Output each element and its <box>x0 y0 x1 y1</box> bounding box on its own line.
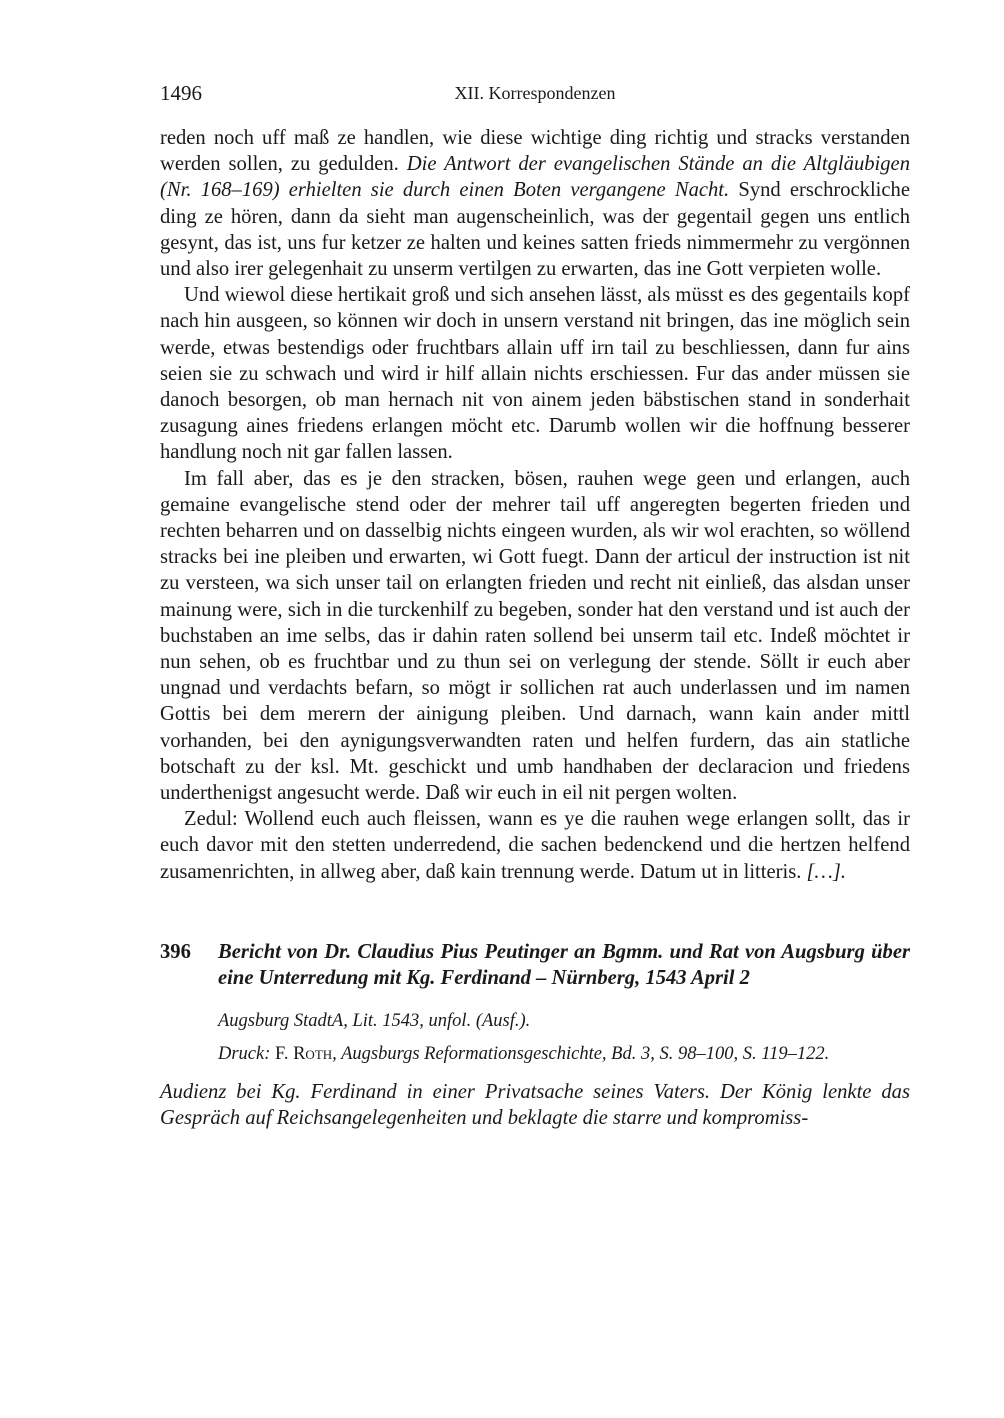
document-title: Bericht von Dr. Claudius Pius Peutinger an Bgmm. und Rat von Augsburg über eine Unterredung mit Kg. Ferdinand – Nürnberg, 1543 April 2 <box>218 940 910 989</box>
archive-source: Augsburg StadtA, Lit. 1543, unfol. (Ausf.). <box>218 1010 531 1031</box>
paragraph-4-lead: Zedul: Wollend euch auch fleissen, wann es ye die rauhen wege erlangen sollt, das ir euch davor mit den stetten underredend, die sachen bedenckend und die hertzen helfend zusamenrichten, in allweg aber, daß kain trennung werde. Datum ut in litteris. <box>160 808 910 883</box>
print-author: Roth <box>293 1043 333 1064</box>
print-label: Druck: <box>218 1043 271 1064</box>
paragraph-3: Im fall aber, das es je den stracken, bösen, rauhen wege geen und erlangen, auch gemaine evangelische stend oder der mehrer tail uff angeregten begerten frieden und rechten beharren und on dasselbig nichts eingeen wurden, als wir wol erachten, so wöllend stracks bei ine pleiben und erwarten, wi Gott fuegt. Dann der articul der instruction ist nit zu versteen, wa sich unser tail on erlangten frieden und recht nit einließ, das alsdan unser mainung were, sich in die turckenhilf zu begeben, sonder hat den verstand und ist auch der buchstaben an ime selbs, das ir dahin raten sollend bei unserm tail etc. Indeß möchtet ir nun sehen, ob es fruchtbar und zu thun sei on verlegung der stende. Söllt ir euch aber ungnad und verdachts befarn, so mögt ir sollichen rat auch underlassen und im namen Gottis bei dem merern der ainigung pleiben. Und darnach, wann kain ander mittl vorhanden, bei den aynigungsverwandten raten und helfen furdern, das ain statliche botschaft zu der ksl. Mt. geschickt und umb handhaben der declaracion und friedens underthenigst angesucht werde. Daß wir euch in eil nit pergen wolten. <box>160 467 910 805</box>
paragraph-1 <box>160 125 910 282</box>
running-head <box>160 78 910 108</box>
source-references <box>218 1005 910 1071</box>
paragraph-1-lead: reden noch uff maß ze handlen, wie diese wichtige ding richtig und stracks verstanden werden sollen, zu gedulden. <box>160 127 910 176</box>
document-entry <box>160 939 910 1131</box>
print-author-initial: F. <box>270 1043 294 1064</box>
section-title: XII. Korrespondenzen <box>454 83 616 103</box>
document-summary: Audienz bei Kg. Ferdinand in einer Privatsache seines Vaters. Der König lenkte das Gespräch auf Reichsangelegenheiten und beklagte die starre und kompromiss- <box>160 1080 910 1129</box>
editorial-note: Die Antwort der evangelischen Stände an die Altgläubigen (Nr. 168–169) erhielten sie durch einen Boten vergangene Nacht. <box>160 153 910 202</box>
main-text <box>160 125 910 885</box>
paragraph-2: Und wiewol diese hertikait groß und sich ansehen lässt, als müsst es des gegentails kopf nach hin ausgeen, so können wir doch in unsern verstand nit bringen, das ine möglich sein werde, etwas bestendigs oder fruchtbars allain uff irn tail zu beschliessen, dann fur ains seien sie zu schwach und wird ir hilf allain nichts erschiessen. Fur das ander müssen sie danoch besorgen, ob man hernach nit von ainem jeden bäbstischen stand in sonderhait zusagung aines friedens erlangen möcht etc. Darumb wollen wir die hoffnung besserer handlung noch nit gar fallen lassen. <box>160 284 910 464</box>
page-number: 1496 <box>160 81 202 105</box>
paragraph-4 <box>160 806 910 885</box>
document-number: 396 <box>160 940 191 963</box>
print-source <box>218 1038 910 1071</box>
print-details: , Augsburgs Reformationsgeschichte, Bd. 3, S. 98–100, S. 119–122. <box>332 1043 830 1064</box>
paragraph-1-tail: Synd erschrockliche ding ze hören, dann da sieht man augenscheinlich, was der gegentail gegen uns entlich gesynt, das ist, uns fur ketzer ze halten und keines satten frieds nimmermehr zu vergönnen und also irer gelegenhait zu unserm vertilgen zu erwarten, das ine Gott verpieten wolle. <box>160 179 910 281</box>
page <box>160 78 910 1131</box>
omission-mark: […]. <box>806 860 847 883</box>
